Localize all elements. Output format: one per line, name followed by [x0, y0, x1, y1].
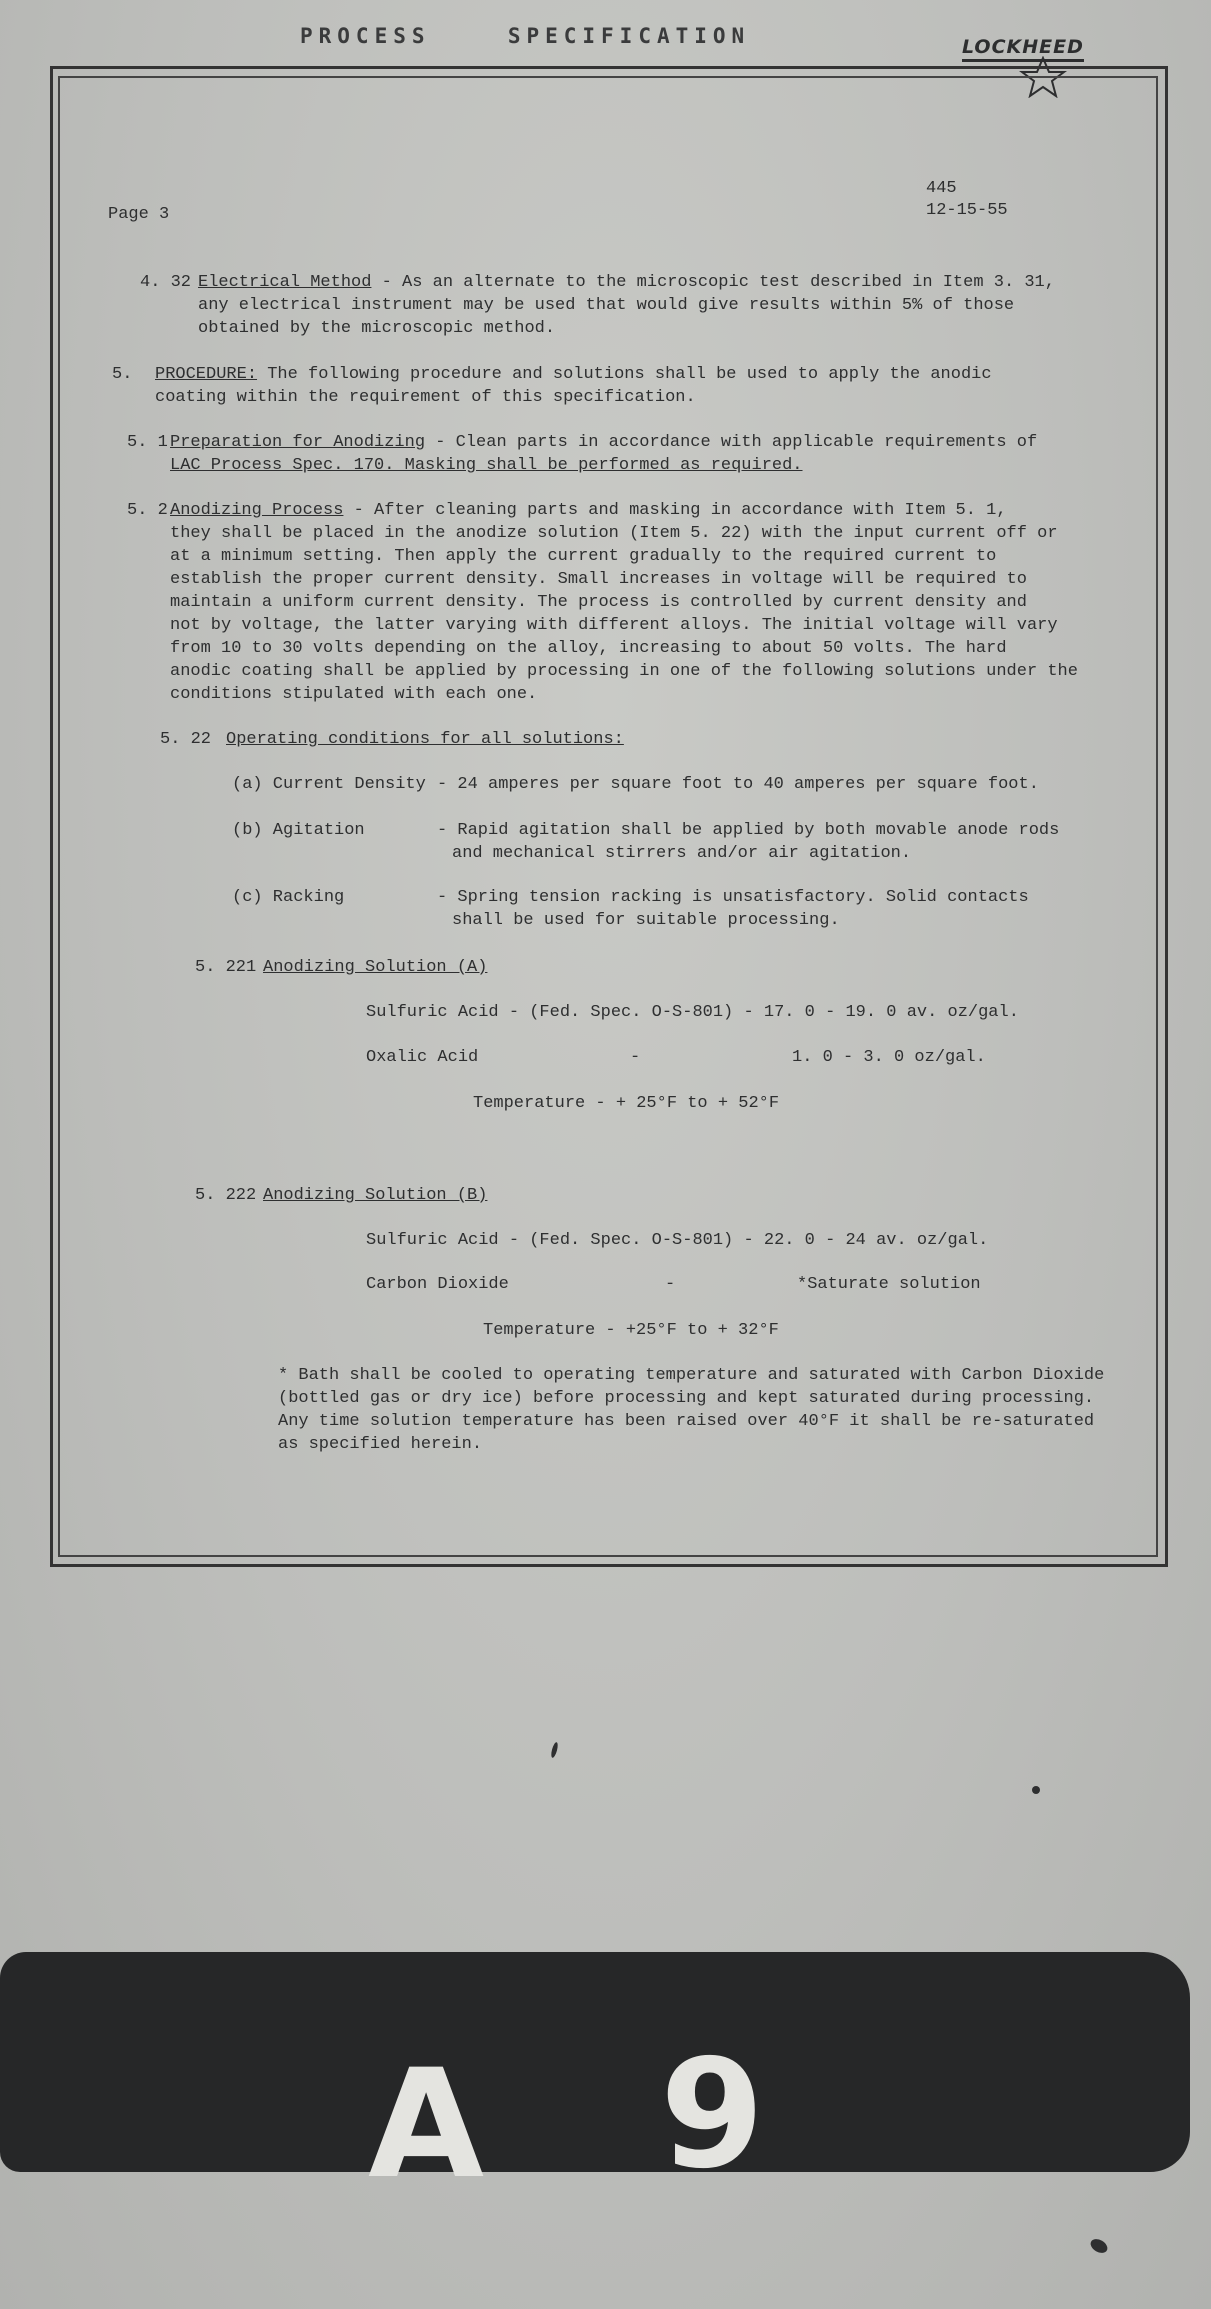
solution-row: Sulfuric Acid - (Fed. Spec. O-S-801) - 22. 0 - 24 av. oz/gal.: [366, 1231, 989, 1250]
text-line: - Clean parts in accordance with applicable requirements of: [425, 433, 1038, 452]
header-title-right: SPECIFICATION: [507, 24, 751, 48]
text-line: establish the proper current density. Small increases in voltage will be required to: [170, 570, 1027, 589]
section-title: [263, 1183, 487, 1209]
text-line: not by voltage, the latter varying with different alloys. The initial voltage will vary: [170, 616, 1058, 635]
text-line: [170, 453, 803, 479]
condition-label: (a) Current Density: [232, 775, 426, 794]
solution-row-label: Carbon Dioxide: [366, 1275, 509, 1294]
text-line: - After cleaning parts and masking in accordance with Item 5. 1,: [343, 501, 1007, 520]
page-number: Page 3: [108, 205, 170, 224]
dust-mark: [1032, 1786, 1040, 1794]
spec-number: 445: [926, 179, 957, 198]
footnote-line: as specified herein.: [278, 1435, 483, 1454]
text-line-underlined: LAC Process Spec. 170. Masking shall be performed as required.: [170, 456, 803, 475]
spec-date: 12-15-55: [926, 201, 1008, 220]
section-number: 5. 22: [160, 730, 212, 749]
dust-mark: [1088, 2236, 1110, 2255]
tab-letter: A: [368, 2038, 485, 2212]
text-line: anodic coating shall be applied by processing in one of the following solutions under the: [170, 662, 1078, 681]
section-title: Preparation for Anodizing: [170, 433, 426, 452]
condition-text: - 24 amperes per square foot to 40 amperes per square foot.: [437, 775, 1039, 794]
condition-label: (b) Agitation: [232, 821, 365, 840]
solution-row: Temperature - +25°F to + 32°F: [483, 1321, 779, 1340]
solution-row-dash: -: [630, 1048, 641, 1067]
text-line: conditions stipulated with each one.: [170, 685, 538, 704]
text-line: The following procedure and solutions shall be used to apply the anodic: [257, 365, 992, 384]
condition-label: (c) Racking: [232, 888, 345, 907]
footnote-line: * Bath shall be cooled to operating temperature and saturated with Carbon Dioxide: [278, 1366, 1105, 1385]
section-title-text: Anodizing Solution (A): [263, 958, 488, 977]
text-line: - As an alternate to the microscopic test described in Item 3. 31,: [371, 273, 1055, 292]
document-header-title: [300, 24, 820, 48]
condition-text: - Rapid agitation shall be applied by both movable anode rods: [437, 821, 1060, 840]
section-title: Anodizing Process: [170, 501, 344, 520]
film-index-tab: [0, 1952, 1190, 2172]
tab-number: 9: [660, 2028, 765, 2202]
section-number: 5. 2: [127, 501, 168, 520]
solution-row-value: 1. 0 - 3. 0 oz/gal.: [792, 1048, 986, 1067]
section-title: PROCEDURE:: [155, 365, 258, 384]
text-line: any electrical instrument may be used that would give results within 5% of those: [198, 296, 1015, 315]
section-number: 5.: [112, 365, 133, 384]
section-number: 5. 222: [195, 1186, 257, 1205]
solution-row-dash: -: [665, 1275, 676, 1294]
text-line: coating within the requirement of this specification.: [155, 388, 696, 407]
section-number: 4. 32: [140, 273, 192, 292]
text-line: obtained by the microscopic method.: [198, 319, 556, 338]
section-number: 5. 221: [195, 958, 257, 977]
section-title-text: Operating conditions for all solutions:: [226, 730, 624, 749]
solution-row-label: Oxalic Acid: [366, 1048, 479, 1067]
solution-row-value: *Saturate solution: [797, 1275, 981, 1294]
footnote-line: Any time solution temperature has been raised over 40°F it shall be re-saturated: [278, 1412, 1095, 1431]
text-line: at a minimum setting. Then apply the current gradually to the required current to: [170, 547, 997, 566]
condition-text: - Spring tension racking is unsatisfactory. Solid contacts: [437, 888, 1029, 907]
condition-text: shall be used for suitable processing.: [452, 911, 840, 930]
section-title-text: Anodizing Solution (B): [263, 1186, 488, 1205]
footnote-line: (bottled gas or dry ice) before processing and kept saturated during processing.: [278, 1389, 1095, 1408]
solution-row: Sulfuric Acid - (Fed. Spec. O-S-801) - 17. 0 - 19. 0 av. oz/gal.: [366, 1003, 1019, 1022]
solution-row: Temperature - + 25°F to + 52°F: [473, 1094, 780, 1113]
section-title: [226, 727, 624, 753]
header-title-left: PROCESS: [300, 24, 431, 48]
text-line: from 10 to 30 volts depending on the alloy, increasing to about 50 volts. The hard: [170, 639, 1007, 658]
logo-text: LOCKHEED: [962, 36, 1084, 62]
section-number: 5. 1: [127, 433, 168, 452]
section-title: [263, 955, 487, 981]
text-line: they shall be placed in the anodize solution (Item 5. 22) with the input current off or: [170, 524, 1058, 543]
dust-mark: [550, 1742, 559, 1759]
text-line: maintain a uniform current density. The process is controlled by current density and: [170, 593, 1027, 612]
condition-text: and mechanical stirrers and/or air agitation.: [452, 844, 912, 863]
section-title: Electrical Method: [198, 273, 372, 292]
